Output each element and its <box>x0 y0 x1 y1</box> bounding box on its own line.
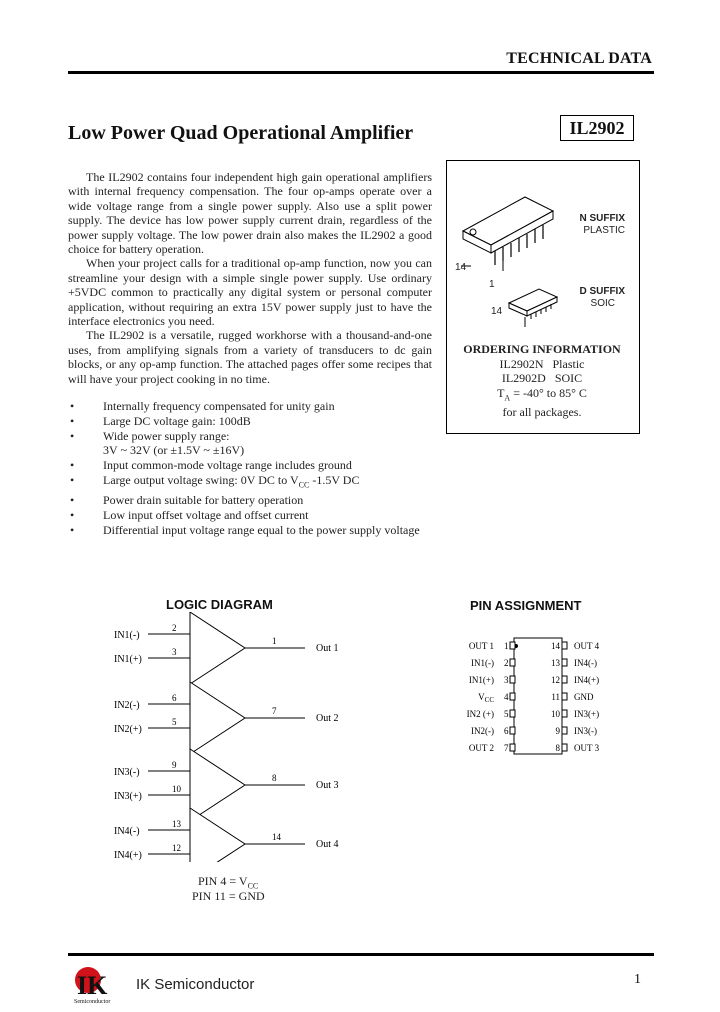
pin-pad <box>562 710 567 717</box>
feature-item: • Power drain suitable for battery operation <box>70 493 304 508</box>
feature-item: • Wide power supply range: 3V ~ 32V (or ±1.5V ~ ±16V) <box>70 428 245 458</box>
pin-number: 4 <box>504 692 509 702</box>
d-package-type: SOIC <box>590 298 615 309</box>
dip-package-icon <box>461 197 553 271</box>
bullet-icon: • <box>70 399 75 413</box>
input-label: IN1(+) <box>114 654 142 665</box>
temperature-range: $T_A = -40^\circ$ to 85° C <box>497 385 587 402</box>
pin-pad <box>510 710 515 717</box>
technical-data-header: TECHNICAL DATA <box>506 50 652 67</box>
pin-label: GND <box>574 692 594 702</box>
bullet-icon: • <box>70 493 75 508</box>
pin-label: IN3(-) <box>574 726 597 736</box>
pin-number: 8 <box>272 773 277 783</box>
pin-assignment-title: PIN ASSIGNMENT <box>470 598 582 613</box>
pin-number: 1 <box>272 636 277 646</box>
input-label: IN4(-) <box>114 826 140 837</box>
input-label: IN4(+) <box>114 850 142 861</box>
ordering-note: for all packages. <box>502 405 582 420</box>
dip-pin14-label: 14 <box>455 262 467 273</box>
svg-text:Semiconductor: Semiconductor <box>74 999 111 1005</box>
feature-item: • Internally frequency compensated for unity gain <box>70 399 335 413</box>
pin-number: 12 <box>172 843 181 853</box>
pin-label: IN4(+) <box>574 675 600 685</box>
output-label: Out 2 <box>316 713 339 724</box>
feature-item: • Input common-mode voltage range includes ground <box>70 458 352 473</box>
footer-rule <box>68 953 654 956</box>
pin-number: 6 <box>172 693 177 703</box>
pin-number: 9 <box>172 760 177 770</box>
pin-label: OUT 3 <box>574 743 600 753</box>
ordering-title: ORDERING INFORMATION <box>463 342 621 356</box>
page-number: 1 <box>634 972 641 987</box>
pin-number: 12 <box>551 675 560 685</box>
pin-number: 5 <box>172 717 177 727</box>
input-label: IN2(+) <box>114 724 142 735</box>
pin-number: 14 <box>551 641 560 651</box>
description-paragraph: When your project calls for a traditional op-amp function, now you can streamline your design with a simple single power supply. Use ordinary +5VDC common to practically any digital system or personal computer application, without requiring an extra 15V power supply just to have the interface electronics you need. <box>68 256 432 329</box>
svg-text:IK: IK <box>77 971 108 1000</box>
pin4-note: PIN $4 = V_{CC}$ <box>198 874 259 891</box>
description-paragraph: The IL2902 is a versatile, rugged workhorse with a thousand-and-one uses, from amplifying signals from a variety of transducers to dc gain blocks, or any op-amp function. The attached pages offer some recipes that will have your project cooking in no time. <box>68 328 432 386</box>
bullet-icon: • <box>70 428 75 443</box>
pin-number: 7 <box>272 706 277 716</box>
input-label: IN1(-) <box>114 630 140 641</box>
pin-pad <box>562 744 567 751</box>
pin-label: OUT 2 <box>468 743 494 753</box>
ik-logo-icon <box>72 962 134 1006</box>
pin-number: 9 <box>555 726 560 736</box>
amp-group <box>114 612 339 862</box>
pin-label: IN4(-) <box>574 658 597 668</box>
n-suffix: N SUFFIX <box>579 213 625 224</box>
pin-label: IN1(-) <box>471 658 494 668</box>
op-amp-triangle <box>190 808 245 862</box>
pin-number: 13 <box>551 658 560 668</box>
pin-number: 13 <box>172 819 181 829</box>
company-name: IK Semiconductor <box>136 976 255 993</box>
document-title: Low Power Quad Operational Amplifier <box>68 122 414 144</box>
bullet-icon: • <box>70 472 75 487</box>
pin-number: 2 <box>172 623 177 633</box>
feature-item: • Differential input voltage range equal to the power supply voltage <box>70 522 420 537</box>
feature-item: • Large DC voltage gain: 100dB <box>70 413 251 428</box>
pin-pad <box>562 642 567 649</box>
pin-pad <box>562 693 567 700</box>
logic-diagram <box>100 612 360 862</box>
pin-number: 6 <box>504 726 509 736</box>
pin-number: 3 <box>172 647 177 657</box>
bullet-icon: • <box>70 507 75 522</box>
pin-number: 3 <box>504 675 509 685</box>
input-label: IN2(-) <box>114 700 140 711</box>
input-label: IN3(+) <box>114 791 142 802</box>
pin-pad <box>510 659 515 666</box>
description <box>68 170 432 386</box>
header-rule <box>68 71 654 74</box>
pin-group <box>467 638 600 754</box>
d-suffix: D SUFFIX <box>579 286 625 297</box>
pin11-note: PIN 11 = GND <box>192 889 265 903</box>
pin-number: 5 <box>504 709 509 719</box>
pin-pad <box>510 727 515 734</box>
pin-pad <box>510 676 515 683</box>
feature-item: • Low input offset voltage and offset current <box>70 507 309 522</box>
bullet-icon: • <box>70 413 75 428</box>
ordering-row: IL2902N Plastic <box>499 356 585 371</box>
pin-number: 8 <box>555 743 560 753</box>
pin-label: OUT 1 <box>468 641 494 651</box>
output-label: Out 4 <box>316 839 339 850</box>
description-paragraph: The IL2902 contains four independent high gain operational amplifiers with internal frequency compensation. The four op-amps operate over a wide voltage range from a single power supply. Also use a split power supply. The device has low power supply current drain, regardless of the power supply voltage. The low power drain also makes the IL2902 a good choice for battery operation. <box>68 170 432 257</box>
pin-pad <box>562 727 567 734</box>
pin-pad <box>562 659 567 666</box>
input-label: IN3(-) <box>114 767 140 778</box>
pin-number: 11 <box>551 692 560 702</box>
pin-pad <box>510 642 515 649</box>
logic-diagram-title: LOGIC DIAGRAM <box>166 597 273 612</box>
package-illustration <box>447 161 639 341</box>
output-label: Out 1 <box>316 643 339 654</box>
pin-label: IN3(+) <box>574 709 600 719</box>
pin-assignment-diagram <box>450 634 620 760</box>
pin-number: 2 <box>504 658 509 668</box>
op-amp-triangle <box>190 682 245 754</box>
pin-label: IN1(+) <box>468 675 494 685</box>
pin-number: 7 <box>504 743 509 753</box>
pin-pad <box>562 676 567 683</box>
pin-label <box>478 692 494 704</box>
dip-pin1-label: 1 <box>489 279 495 290</box>
soic-package-icon <box>509 289 557 327</box>
bullet-icon: • <box>70 458 75 473</box>
output-label: Out 3 <box>316 780 339 791</box>
pin-label-subscript: CC <box>484 696 494 704</box>
soic-pin14-label: 14 <box>491 306 503 317</box>
part-number-box: IL2902 <box>560 115 634 141</box>
pin-pad <box>510 744 515 751</box>
ordering-information <box>446 342 638 420</box>
pin-label: V <box>478 692 485 702</box>
op-amp-triangle <box>190 749 245 821</box>
n-package-type: PLASTIC <box>583 225 625 236</box>
pin-number: 1 <box>504 641 509 651</box>
pin-pad <box>510 693 515 700</box>
pin-number: 10 <box>551 709 560 719</box>
pin-label: OUT 4 <box>574 641 600 651</box>
pin-label: IN2 (+) <box>466 709 494 719</box>
ordering-row: IL2902D SOIC <box>501 371 583 385</box>
pin-number: 10 <box>172 784 181 794</box>
bullet-icon: • <box>70 522 75 537</box>
feature-list <box>68 399 448 538</box>
op-amp-triangle <box>190 612 245 684</box>
pin-number: 14 <box>272 832 281 842</box>
pin-label: IN2(-) <box>471 726 494 736</box>
feature-item: • Large output voltage swing: 0V DC to $V_{CC}$ -1.5V DC <box>70 472 360 490</box>
